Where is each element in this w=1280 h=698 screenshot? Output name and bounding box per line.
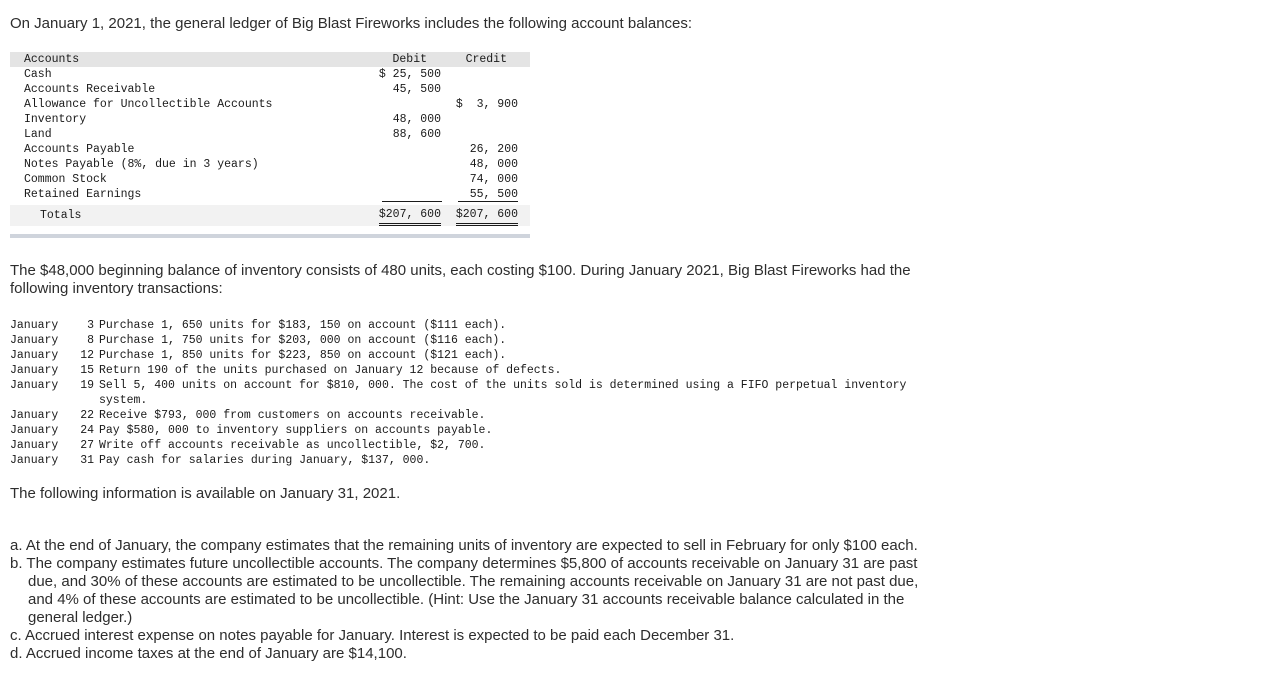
credit-value: 55, 500	[469, 188, 518, 201]
credit-total: $207, 600	[456, 207, 518, 226]
account-name: Cash	[24, 68, 52, 81]
credit-value: $ 3, 900	[455, 98, 518, 111]
account-name: Notes Payable (8%, due in 3 years)	[24, 158, 259, 171]
item-a: a. At the end of January, the company estimates that the remaining units of inventory are expected to sell in February for only $100 each.	[10, 537, 918, 554]
account-name: Accounts Receivable	[24, 83, 156, 96]
transaction-month: January	[10, 409, 59, 422]
transaction-description: Pay cash for salaries during January, $137, 000.	[99, 454, 431, 467]
credit-value: 74, 000	[469, 173, 518, 186]
transaction-month: January	[10, 379, 59, 392]
ledger-row	[10, 82, 530, 97]
transaction-month: January	[10, 454, 59, 467]
credit-value: 48, 000	[469, 158, 518, 171]
transaction-description: Purchase 1, 650 units for $183, 150 on account ($111 each).	[99, 319, 507, 332]
debit-total: $207, 600	[379, 207, 441, 226]
header-accounts: Accounts	[24, 53, 80, 66]
account-name: Inventory	[24, 113, 87, 126]
ledger-row	[10, 142, 530, 157]
transaction-month: January	[10, 424, 59, 437]
transaction-month: January	[10, 319, 59, 332]
transaction-description: Receive $793, 000 from customers on accounts receivable.	[99, 409, 486, 422]
transaction-description-continued: system.	[99, 394, 148, 407]
account-name: Common Stock	[24, 173, 107, 186]
item-b: b. The company estimates future uncollectible accounts. The company determines $5,800 of accounts receivable on January 31 are past due, and 30% of these accounts are estimated to be uncollectible. The remaining accounts receivable on January 31 are not past due, and 4% of these accounts are estimated to be uncollectible. (Hint: Use the January 31 accounts receivable balance calculated in the general ledger.)	[10, 555, 919, 626]
ledger-row	[10, 187, 530, 202]
transaction-description: Pay $580, 000 to inventory suppliers on accounts payable.	[99, 424, 493, 437]
header-credit: Credit	[465, 53, 507, 66]
ledger-row	[10, 157, 530, 172]
transaction-day: 24	[80, 424, 94, 437]
transaction-day: 15	[80, 364, 94, 377]
transaction-day: 22	[80, 409, 94, 422]
ledger-table	[10, 52, 530, 226]
info-paragraph: The following information is available on January 31, 2021.	[10, 485, 401, 502]
transaction-description: Write off accounts receivable as uncollectible, $2, 700.	[99, 439, 486, 452]
ledger-header-row	[10, 52, 530, 67]
credit-value: 26, 200	[469, 143, 518, 156]
account-name: Land	[24, 128, 52, 141]
item-c: c. Accrued interest expense on notes payable for January. Interest is expected to be paid each December 31.	[10, 627, 735, 644]
ledger-row	[10, 127, 530, 142]
credit-sum-line	[458, 201, 518, 202]
debit-value: 45, 500	[392, 83, 441, 96]
ledger-row	[10, 67, 530, 82]
account-name: Accounts Payable	[24, 143, 135, 156]
transaction-description: Purchase 1, 850 units for $223, 850 on account ($121 each).	[99, 349, 507, 362]
transaction-description: Purchase 1, 750 units for $203, 000 on account ($116 each).	[99, 334, 507, 347]
transaction-day: 27	[80, 439, 94, 452]
ledger-totals-row	[10, 205, 530, 226]
transaction-month: January	[10, 349, 59, 362]
ledger-bottom-bar	[10, 234, 530, 238]
debit-sum-line	[382, 201, 442, 202]
transaction-day: 8	[87, 334, 94, 347]
item-d: d. Accrued income taxes at the end of January are $14,100.	[10, 645, 407, 662]
debit-value: $ 25, 500	[378, 68, 441, 81]
transaction-day: 19	[80, 379, 94, 392]
debit-value: 88, 600	[392, 128, 441, 141]
ledger-row	[10, 97, 530, 112]
totals-label: Totals	[40, 209, 82, 222]
transaction-month: January	[10, 334, 59, 347]
ledger-row	[10, 172, 530, 187]
header-debit: Debit	[392, 53, 427, 66]
transaction-day: 31	[80, 454, 94, 467]
transaction-month: January	[10, 439, 59, 452]
transaction-description: Return 190 of the units purchased on January 12 because of defects.	[99, 364, 562, 377]
transaction-day: 3	[87, 319, 94, 332]
transaction-description: Sell 5, 400 units on account for $810, 000. The cost of the units sold is determined using a FIFO perpetual inventory	[99, 379, 907, 392]
debit-value: 48, 000	[392, 113, 441, 126]
intro-text: On January 1, 2021, the general ledger of Big Blast Fireworks includes the following account balances:	[10, 15, 693, 32]
transaction-month: January	[10, 364, 59, 377]
account-name: Retained Earnings	[24, 188, 142, 201]
transaction-day: 12	[80, 349, 94, 362]
account-name: Allowance for Uncollectible Accounts	[24, 98, 273, 111]
adjustment-items	[10, 537, 940, 663]
inventory-paragraph: The $48,000 beginning balance of inventory consists of 480 units, each costing $100. During January 2021, Big Blast Fireworks had the following inventory transactions:	[10, 262, 911, 297]
ledger-row	[10, 112, 530, 127]
